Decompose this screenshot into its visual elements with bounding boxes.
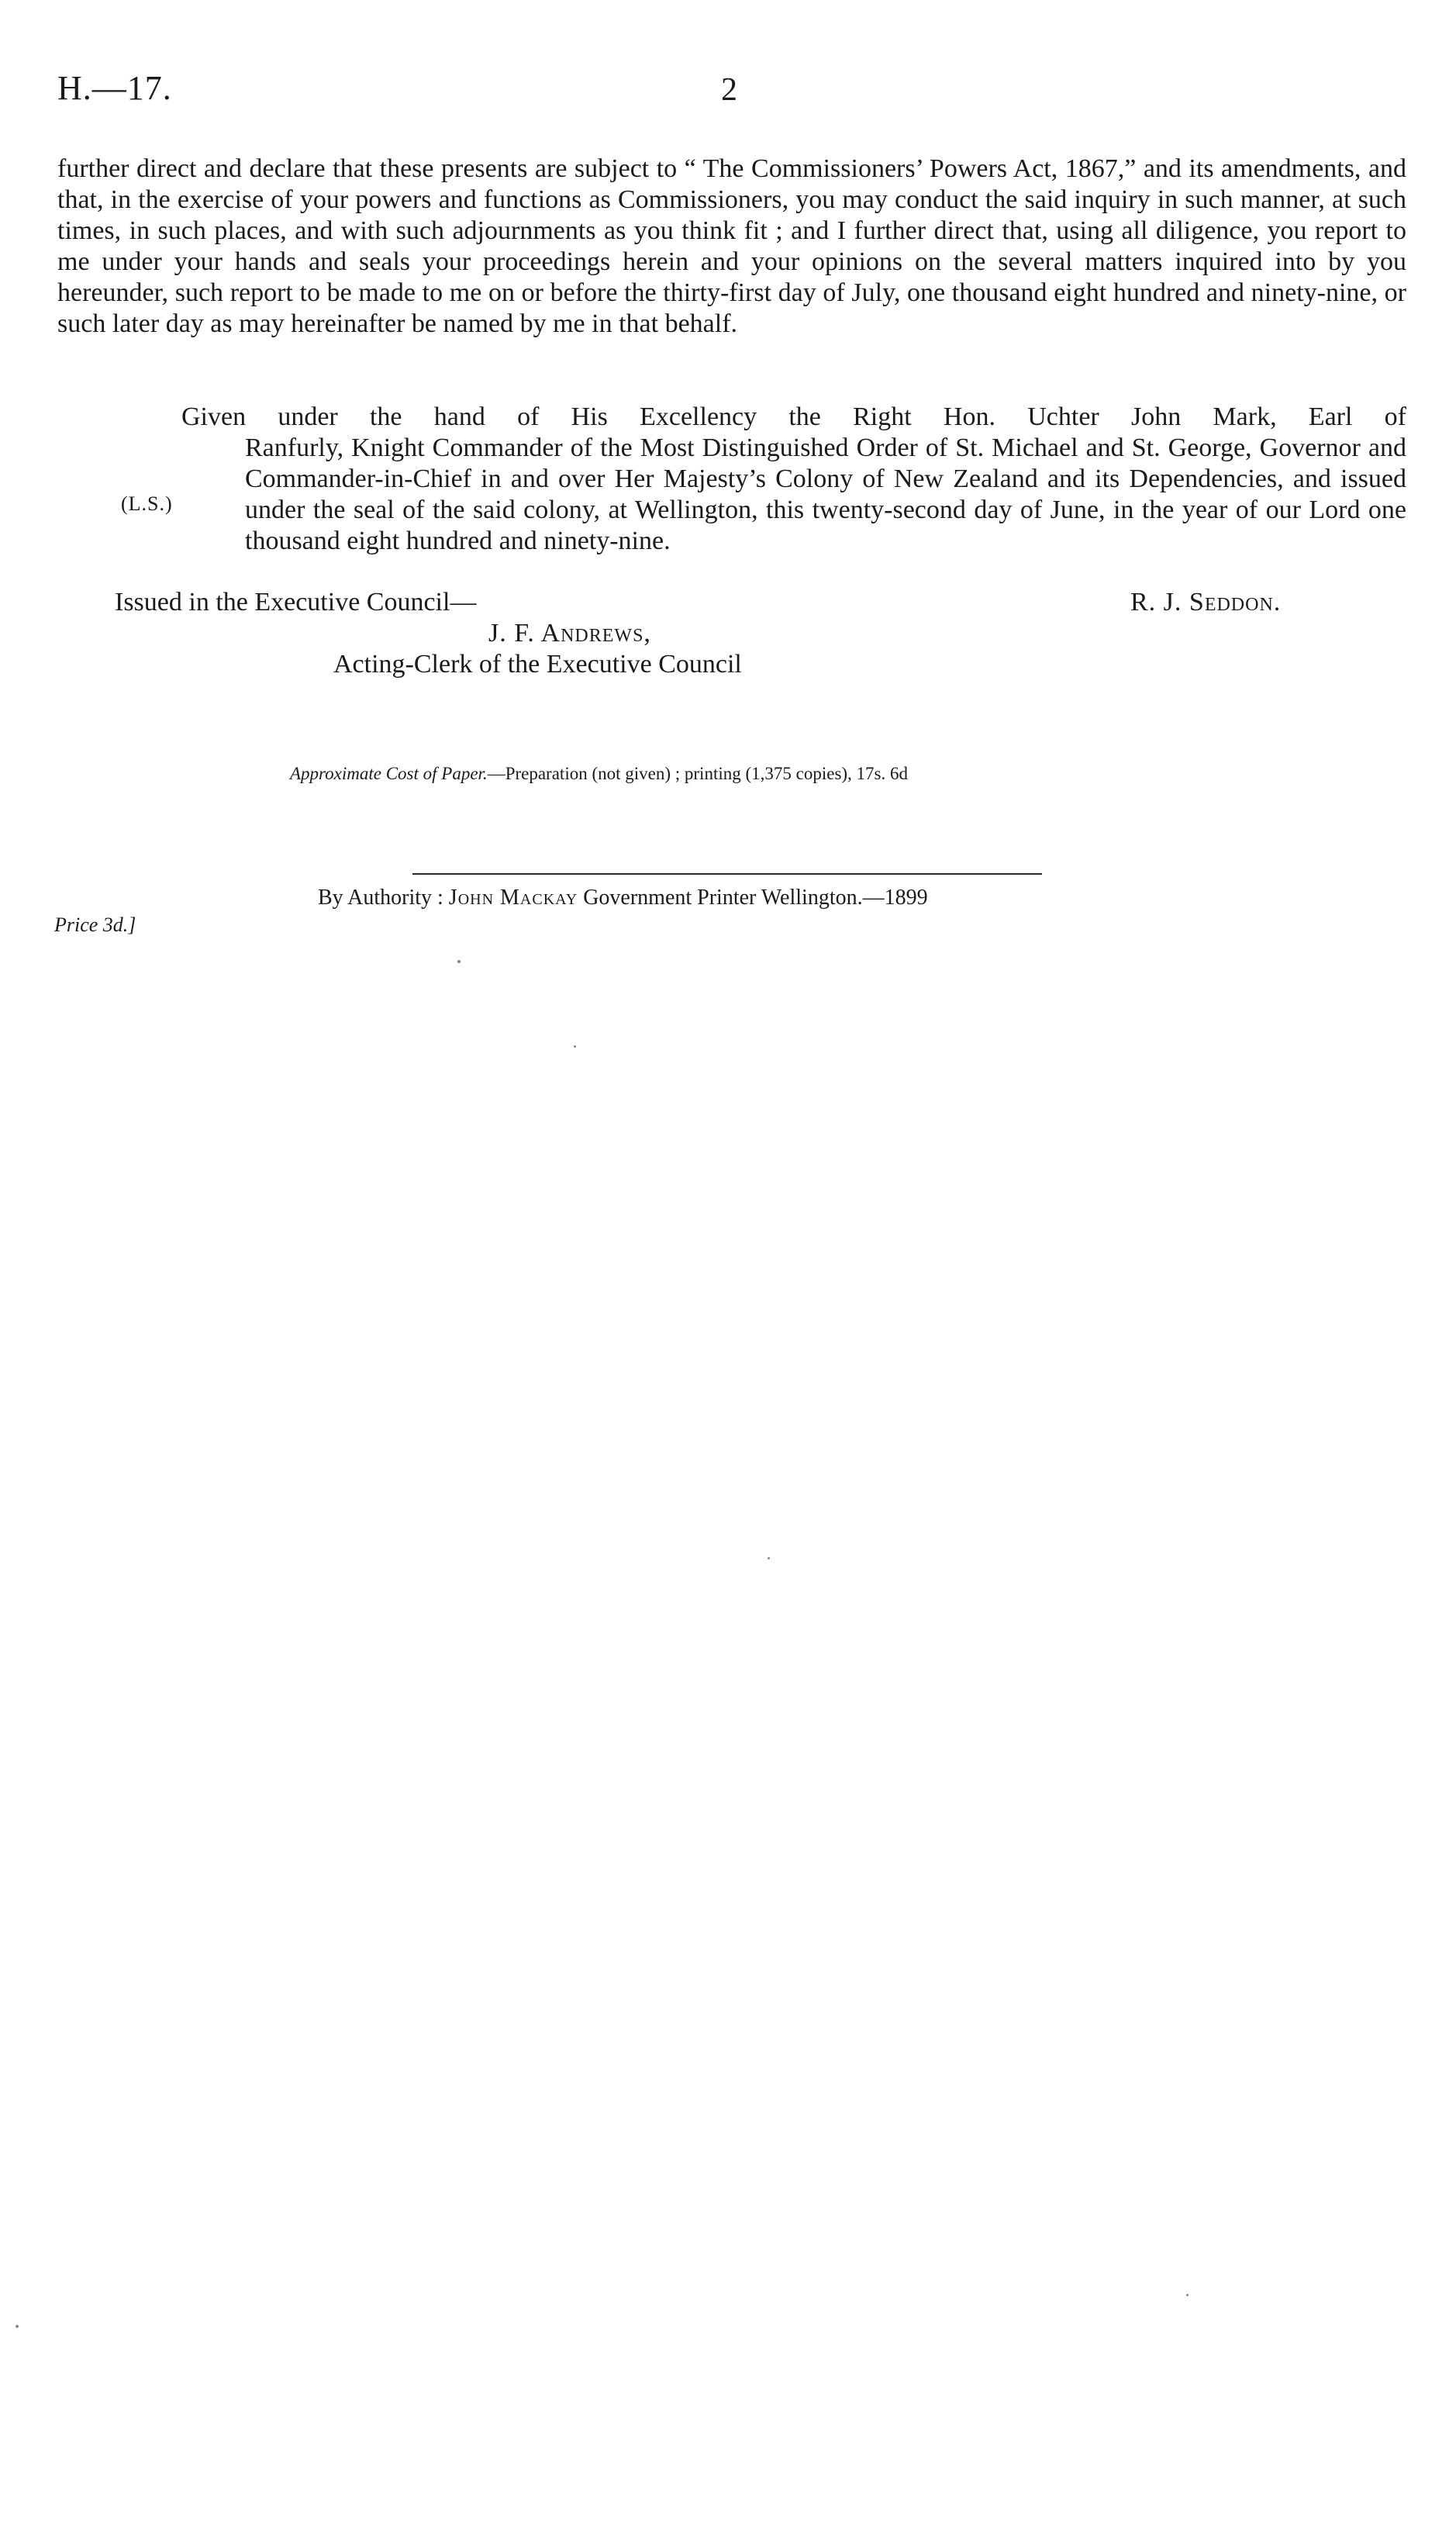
body-paragraph: further direct and declare that these presents are subject to “ The Commissioners’ Powers Act, 1867,” and its amendments, and that, in the exercise of your powers and functions as Commissioners, you may conduct the said inquiry in such manner, at such times, in such places, and with such adjournments as you think fit ; and I further direct that, using all diligence, you report to me under your hands and seals your proceedings herein and your opinions on the several matters inquired into by you hereunder, such report to be made to me on or before the thirty-first day of July, one thousand eight hundred and ninety-nine, or such later day as may hereinafter be named by me in that behalf. [57, 154, 1406, 338]
scan-speck [16, 2325, 19, 2328]
premier-signature: R. J. Seddon. [1130, 588, 1282, 616]
scan-speck [457, 960, 461, 963]
scan-speck [1186, 2294, 1189, 2296]
document-reference: H.—17. [57, 69, 172, 107]
clerk-title: Acting-Clerk of the Executive Council [333, 650, 742, 679]
cost-of-paper-line [290, 764, 908, 784]
seal-mark: (L.S.) [121, 492, 173, 515]
authority-suffix: Government Printer Wellington.—1899 [583, 886, 928, 910]
printer-name: John Mackay [448, 886, 578, 910]
printer-imprint [318, 886, 928, 910]
page-number: 2 [721, 72, 737, 108]
cost-detail: —Preparation (not given) ; printing (1,375 copies), 17s. 6d [487, 764, 909, 783]
issued-in-council: Issued in the Executive Council— [115, 588, 477, 616]
scan-speck [768, 1557, 770, 1559]
given-first-line: Given under the hand of His Excellency the Right Hon. Uchter John Mark, Earl of [181, 402, 1406, 431]
authority-prefix: By Authority : [318, 886, 443, 910]
price-label: Price 3d.] [54, 913, 136, 936]
clerk-name: J. F. Andrews, [488, 619, 651, 648]
footer-divider [412, 873, 1042, 875]
given-continuation: Ranfurly, Knight Commander of the Most Distinguished Order of St. Michael and St. George, Governor and Commander-in-Chief in and over Her Majesty’s Colony of New Zealand and its Dependencies, and issued under the seal of the said colony, at Wellington, this twenty-second day of June, in the year of our Lord one thousand eight hundred and ninety-nine. [245, 433, 1406, 555]
cost-label: Approximate Cost of Paper. [290, 764, 488, 783]
scan-speck [574, 1045, 576, 1048]
